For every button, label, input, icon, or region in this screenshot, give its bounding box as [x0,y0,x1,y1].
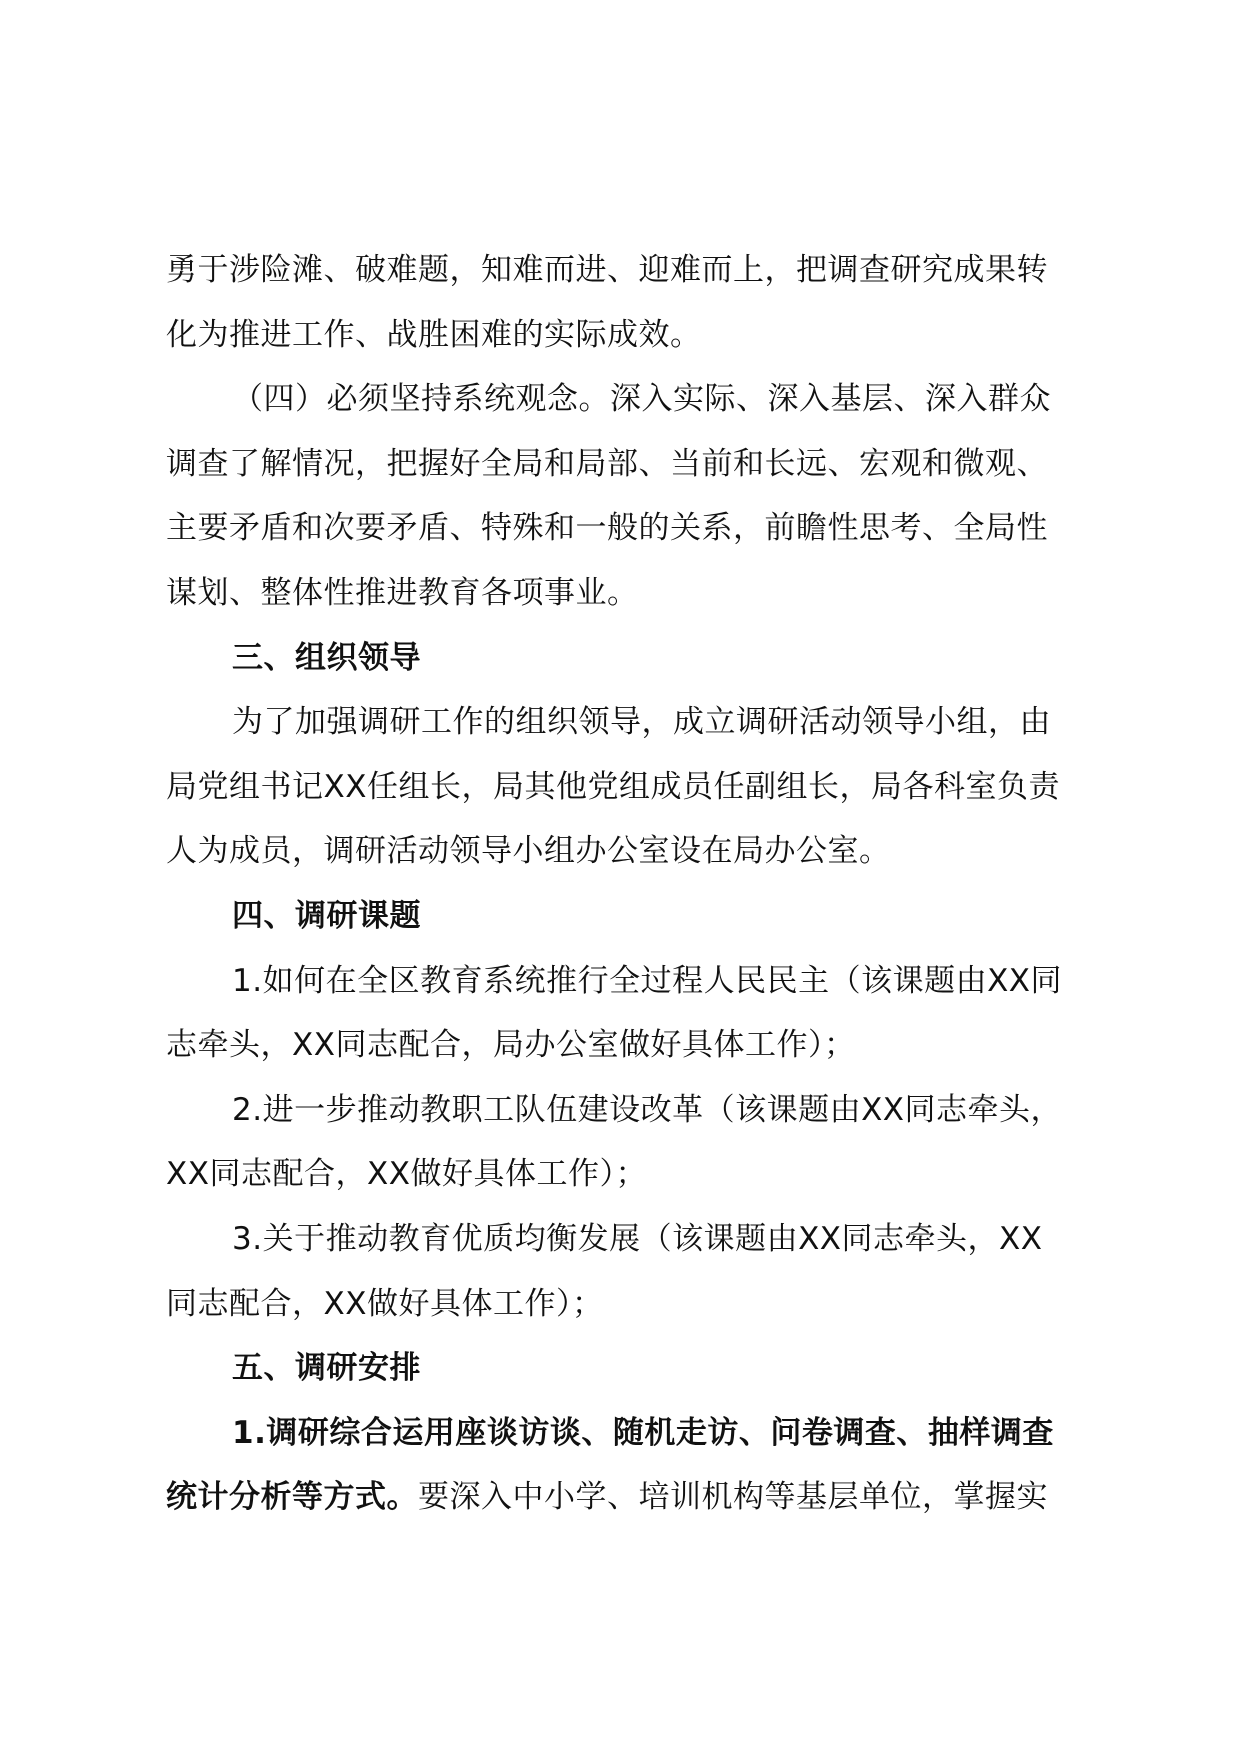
list-item-line: 2.进一步推动教职工队伍建设改革（该课题由XX同志牵头， [232,1091,1063,1128]
paragraph-line: 化为推进工作、战胜困难的实际成效。 [166,316,702,353]
paragraph-line: 调查了解情况，把握好全局和局部、当前和长远、宏观和微观、 [166,445,1048,482]
list-item-line: XX同志配合，XX做好具体工作）； [166,1156,647,1193]
paragraph-line: 为了加强调研工作的组织领导，成立调研活动领导小组，由 [232,704,1051,741]
paragraph-text: 要深入中小学、培训机构等基层单位，掌握实 [418,1479,1048,1516]
mixed-paragraph-line [166,1465,1106,1530]
paragraph-line: 谋划、整体性推进教育各项事业。 [166,574,639,611]
section-heading: 三、组织领导 [232,639,421,676]
list-item-line: 同志配合，XX做好具体工作）； [166,1285,604,1322]
paragraph-line: 人为成员，调研活动领导小组办公室设在局办公室。 [166,833,891,870]
section-heading: 四、调研课题 [232,897,421,934]
paragraph-line: 勇于涉险滩、破难题，知难而进、迎难而上，把调查研究成果转 [166,252,1048,288]
section-heading: 五、调研安排 [232,1350,421,1387]
list-item-line: 1.如何在全区教育系统推行全过程人民民主（该课题由XX同 [232,962,1063,999]
paragraph-line: （四）必须坚持系统观念。深入实际、深入基层、深入群众 [232,381,1051,418]
paragraph-line: 主要矛盾和次要矛盾、特殊和一般的关系，前瞻性思考、全局性 [166,510,1048,547]
subsection-heading-tail: 统计分析等方式。 [166,1479,418,1516]
subsection-heading-line: 1.调研综合运用座谈访谈、随机走访、问卷调查、抽样调查 [232,1414,1054,1451]
list-item-line: 3.关于推动教育优质均衡发展（该课题由XX同志牵头，XX [232,1220,1043,1257]
document-body [166,238,1106,1530]
list-item-line: 志牵头，XX同志配合，局办公室做好具体工作）； [166,1027,856,1064]
paragraph-line: 局党组书记XX任组长，局其他党组成员任副组长，局各科室负责 [166,768,1060,805]
